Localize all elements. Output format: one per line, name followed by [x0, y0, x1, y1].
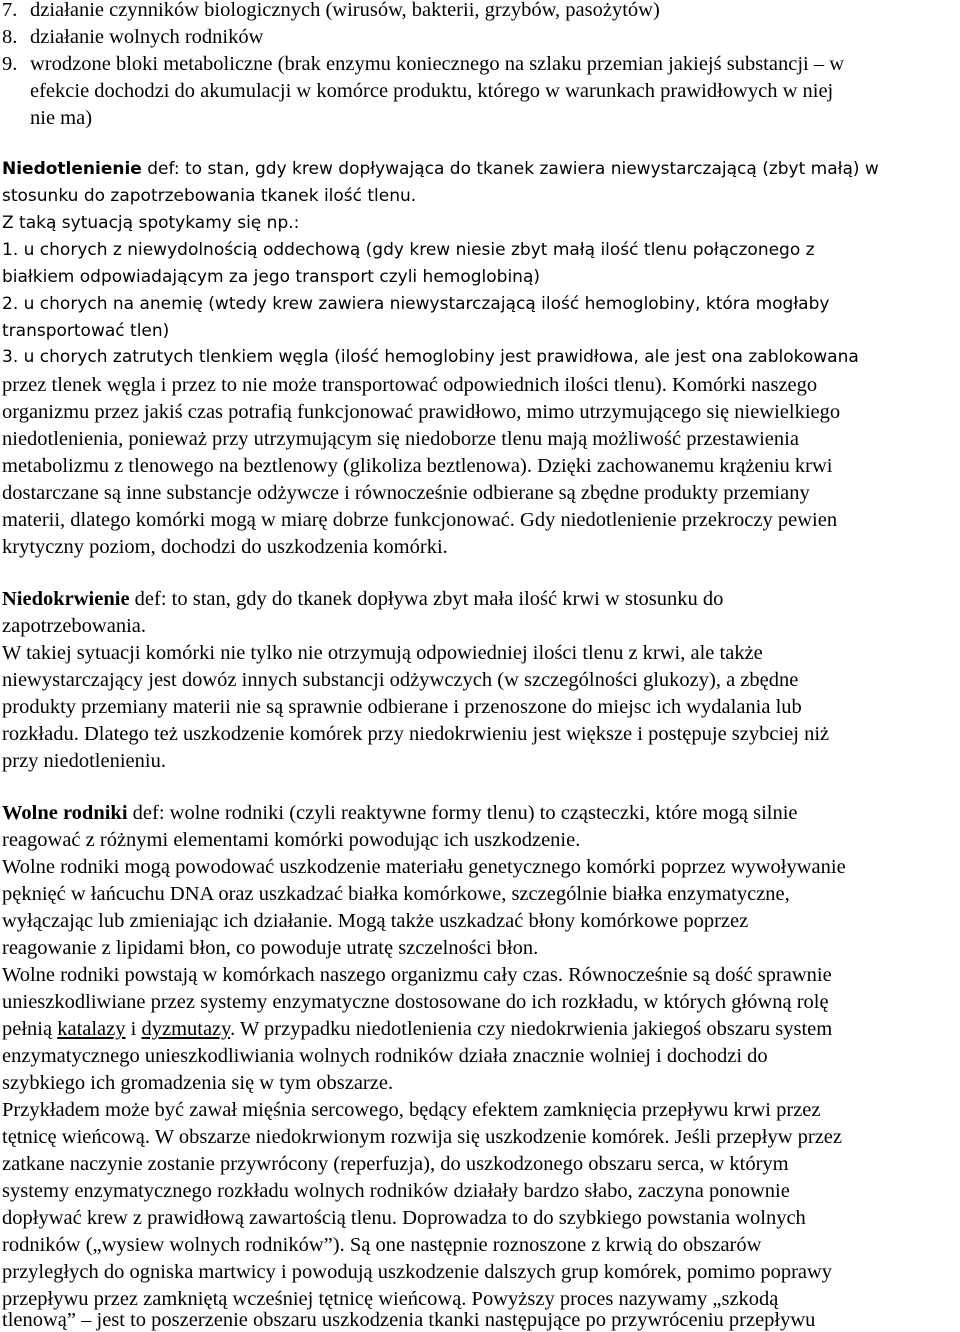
text-line: rodników („wysiew wolnych rodników”). Są one następnie roznoszone z krwią do obszarów — [2, 1234, 762, 1256]
list-text: działanie wolnych rodników — [30, 26, 264, 48]
term-ischemia: Niedokrwienie — [2, 588, 130, 610]
list-number: 8. — [2, 26, 18, 48]
text-line: krytyczny poziom, dochodzi do uszkodzenia komórki. — [2, 536, 448, 558]
text-line: metabolizmu z tlenowego na beztlenowy (glikoliza beztlenowa). Dzięki zachowanemu krążeniu krwi — [2, 455, 833, 477]
list-number: 7. — [2, 0, 18, 21]
text-line: przepływu przez zamkniętą wcześniej tętnicę wieńcową. Powyższy proces nazywamy „szkodą — [2, 1288, 779, 1310]
link-dyzmutazy[interactable]: dyzmutazy — [141, 1018, 231, 1040]
text-line: dopływać krew z prawidłową zawartością tlenu. Doprowadza to do szybkiego powstania wolnych — [2, 1207, 806, 1229]
text-line: pęknięć w łańcuchu DNA oraz uszkadzać białka komórkowe, szczególnie białka enzymatyczne, — [2, 883, 790, 905]
text-line: Z taką sytuacją spotykamy się np.: — [2, 213, 300, 233]
text-line: materii, dlatego komórki mogą w miarę dobrze funkcjonować. Gdy niedotlenienie przekroczy pewien — [2, 509, 838, 531]
text-line: enzymatycznego unieszkodliwiania wolnych rodników działa znacznie wolniej i dochodzi do — [2, 1045, 768, 1067]
text-line: Wolne rodniki mogą powodować uszkodzenie materiału genetycznego komórki poprzez wywoływanie — [2, 856, 846, 878]
text-line: transportować tlen) — [2, 321, 170, 341]
text-line: przy niedotlenieniu. — [2, 750, 166, 772]
text-line: Wolne rodniki powstają w komórkach naszego organizmu cały czas. Równocześnie są dość sprawnie — [2, 964, 832, 986]
text-line: Przykładem może być zawał mięśnia sercowego, będący efektem zamknięcia przepływu krwi przez — [2, 1099, 821, 1121]
text-line: przez tlenek węgla i przez to nie może transportować odpowiednich ilości tlenu). Komórki naszego — [2, 374, 818, 396]
text-line: systemy enzymatycznego rozkładu wolnych rodników działały bardzo słabo, zaczyna ponownie — [2, 1180, 790, 1202]
list-text: wrodzone bloki metaboliczne (brak enzymu koniecznego na szlaku przemian jakiejś substancji – w — [30, 53, 845, 75]
list-continuation: efekcie dochodzi do akumulacji w komórce produktu, którego w warunkach prawidłowych w niej — [30, 80, 834, 102]
text-line: niewystarczający jest dowóz innych substancji odżywczych (w szczególności glukozy), a zbędne — [2, 669, 799, 691]
text-line: reagowanie z lipidami błon, co powoduje utratę szczelności błon. — [2, 937, 539, 959]
radicals-definition — [2, 803, 798, 824]
text-line: unieszkodliwiane przez systemy enzymatyczne dostosowane do ich rozkładu, w których główną rolę — [2, 991, 829, 1013]
list-text: działanie czynników biologicznych (wirusów, bakterii, grzybów, pasożytów) — [30, 0, 660, 21]
text-line: produkty przemiany materii nie są sprawnie odbierane i przenoszone do miejsc ich wydalania lub — [2, 696, 802, 718]
text-line: szybkiego ich gromadzenia się w tym obszarze. — [2, 1072, 394, 1094]
text-line: białkiem odpowiadającym za jego transport czyli hemoglobiną) — [2, 267, 541, 287]
hypoxia-definition — [2, 161, 879, 178]
definition-text: def: to stan, gdy do tkanek dopływa zbyt mała ilość krwi w stosunku do — [129, 588, 724, 610]
list-item — [2, 54, 844, 75]
text-line: tętnicę wieńcową. W obszarze niedokrwionym rozwija się uszkodzenie komórek. Jeśli przepływ przez — [2, 1126, 843, 1148]
text-line: stosunku do zapotrzebowania tkanek ilość tlenu. — [2, 186, 417, 206]
list-item — [2, 0, 660, 21]
text-line: przyległych do ogniska martwicy i powodują uszkodzenie dalszych grup komórek, pomimo poprawy — [2, 1261, 833, 1283]
text-line: reagować z różnymi elementami komórki powodując ich uszkodzenie. — [2, 829, 581, 851]
text-line: tlenową” – jest to poszerzenie obszaru uszkodzenia tkanki następujące po przywróceniu przepływu — [2, 1309, 816, 1331]
text-span: . W przypadku niedotlenienia czy niedokrwienia jakiegoś obszaru system — [230, 1018, 833, 1040]
text-line: 2. u chorych na anemię (wtedy krew zawiera niewystarczającą ilość hemoglobiny, która mogłaby — [2, 294, 830, 314]
text-line: rozkładu. Dlatego też uszkodzenie komórek przy niedokrwieniu jest większe i postępuje szybciej niż — [2, 723, 830, 745]
text-line: dostarczane są inne substancje odżywcze i równocześnie odbierane są zbędne produkty przemiany — [2, 482, 810, 504]
list-number: 9. — [2, 53, 18, 75]
text-span: i — [125, 1018, 142, 1040]
ischemia-definition — [2, 589, 723, 610]
definition-text: def: to stan, gdy krew dopływająca do tkanek zawiera niewystarczającą (zbyt małą) w — [141, 159, 879, 179]
text-line — [2, 1019, 832, 1040]
term-free-radicals: Wolne rodniki — [2, 802, 128, 824]
text-line: 3. u chorych zatrutych tlenkiem węgla (ilość hemoglobiny jest prawidłowa, ale jest ona zablokowana — [2, 347, 859, 367]
text-line: organizmu przez jakiś czas potrafią funkcjonować prawidłowo, mimo utrzymującego się niewielkiego — [2, 401, 841, 423]
text-line: wyłączając lub zmieniając ich działanie. Mogą także uszkadzać błony komórkowe poprzez — [2, 910, 749, 932]
text-line: zatkane naczynie zostanie przywrócony (reperfuzja), do uszkodzonego obszaru serca, w którym — [2, 1153, 789, 1175]
list-continuation: nie ma) — [30, 107, 93, 129]
text-line: niedotlenienia, ponieważ przy utrzymującym się niedoborze tlenu mają możliwość przestawienia — [2, 428, 799, 450]
text-span: pełnią — [2, 1018, 58, 1040]
list-item — [2, 27, 263, 48]
definition-text: def: wolne rodniki (czyli reaktywne formy tlenu) to cząsteczki, które mogą silnie — [127, 802, 798, 824]
term-hypoxia: Niedotlenienie — [2, 159, 142, 179]
text-line: zapotrzebowania. — [2, 615, 146, 637]
text-line: 1. u chorych z niewydolnością oddechową (gdy krew niesie zbyt małą ilość tlenu połączonego z — [2, 240, 815, 260]
text-line: W takiej sytuacji komórki nie tylko nie otrzymują odpowiedniej ilości tlenu z krwi, ale także — [2, 642, 763, 664]
link-katalazy[interactable]: katalazy — [57, 1018, 126, 1040]
